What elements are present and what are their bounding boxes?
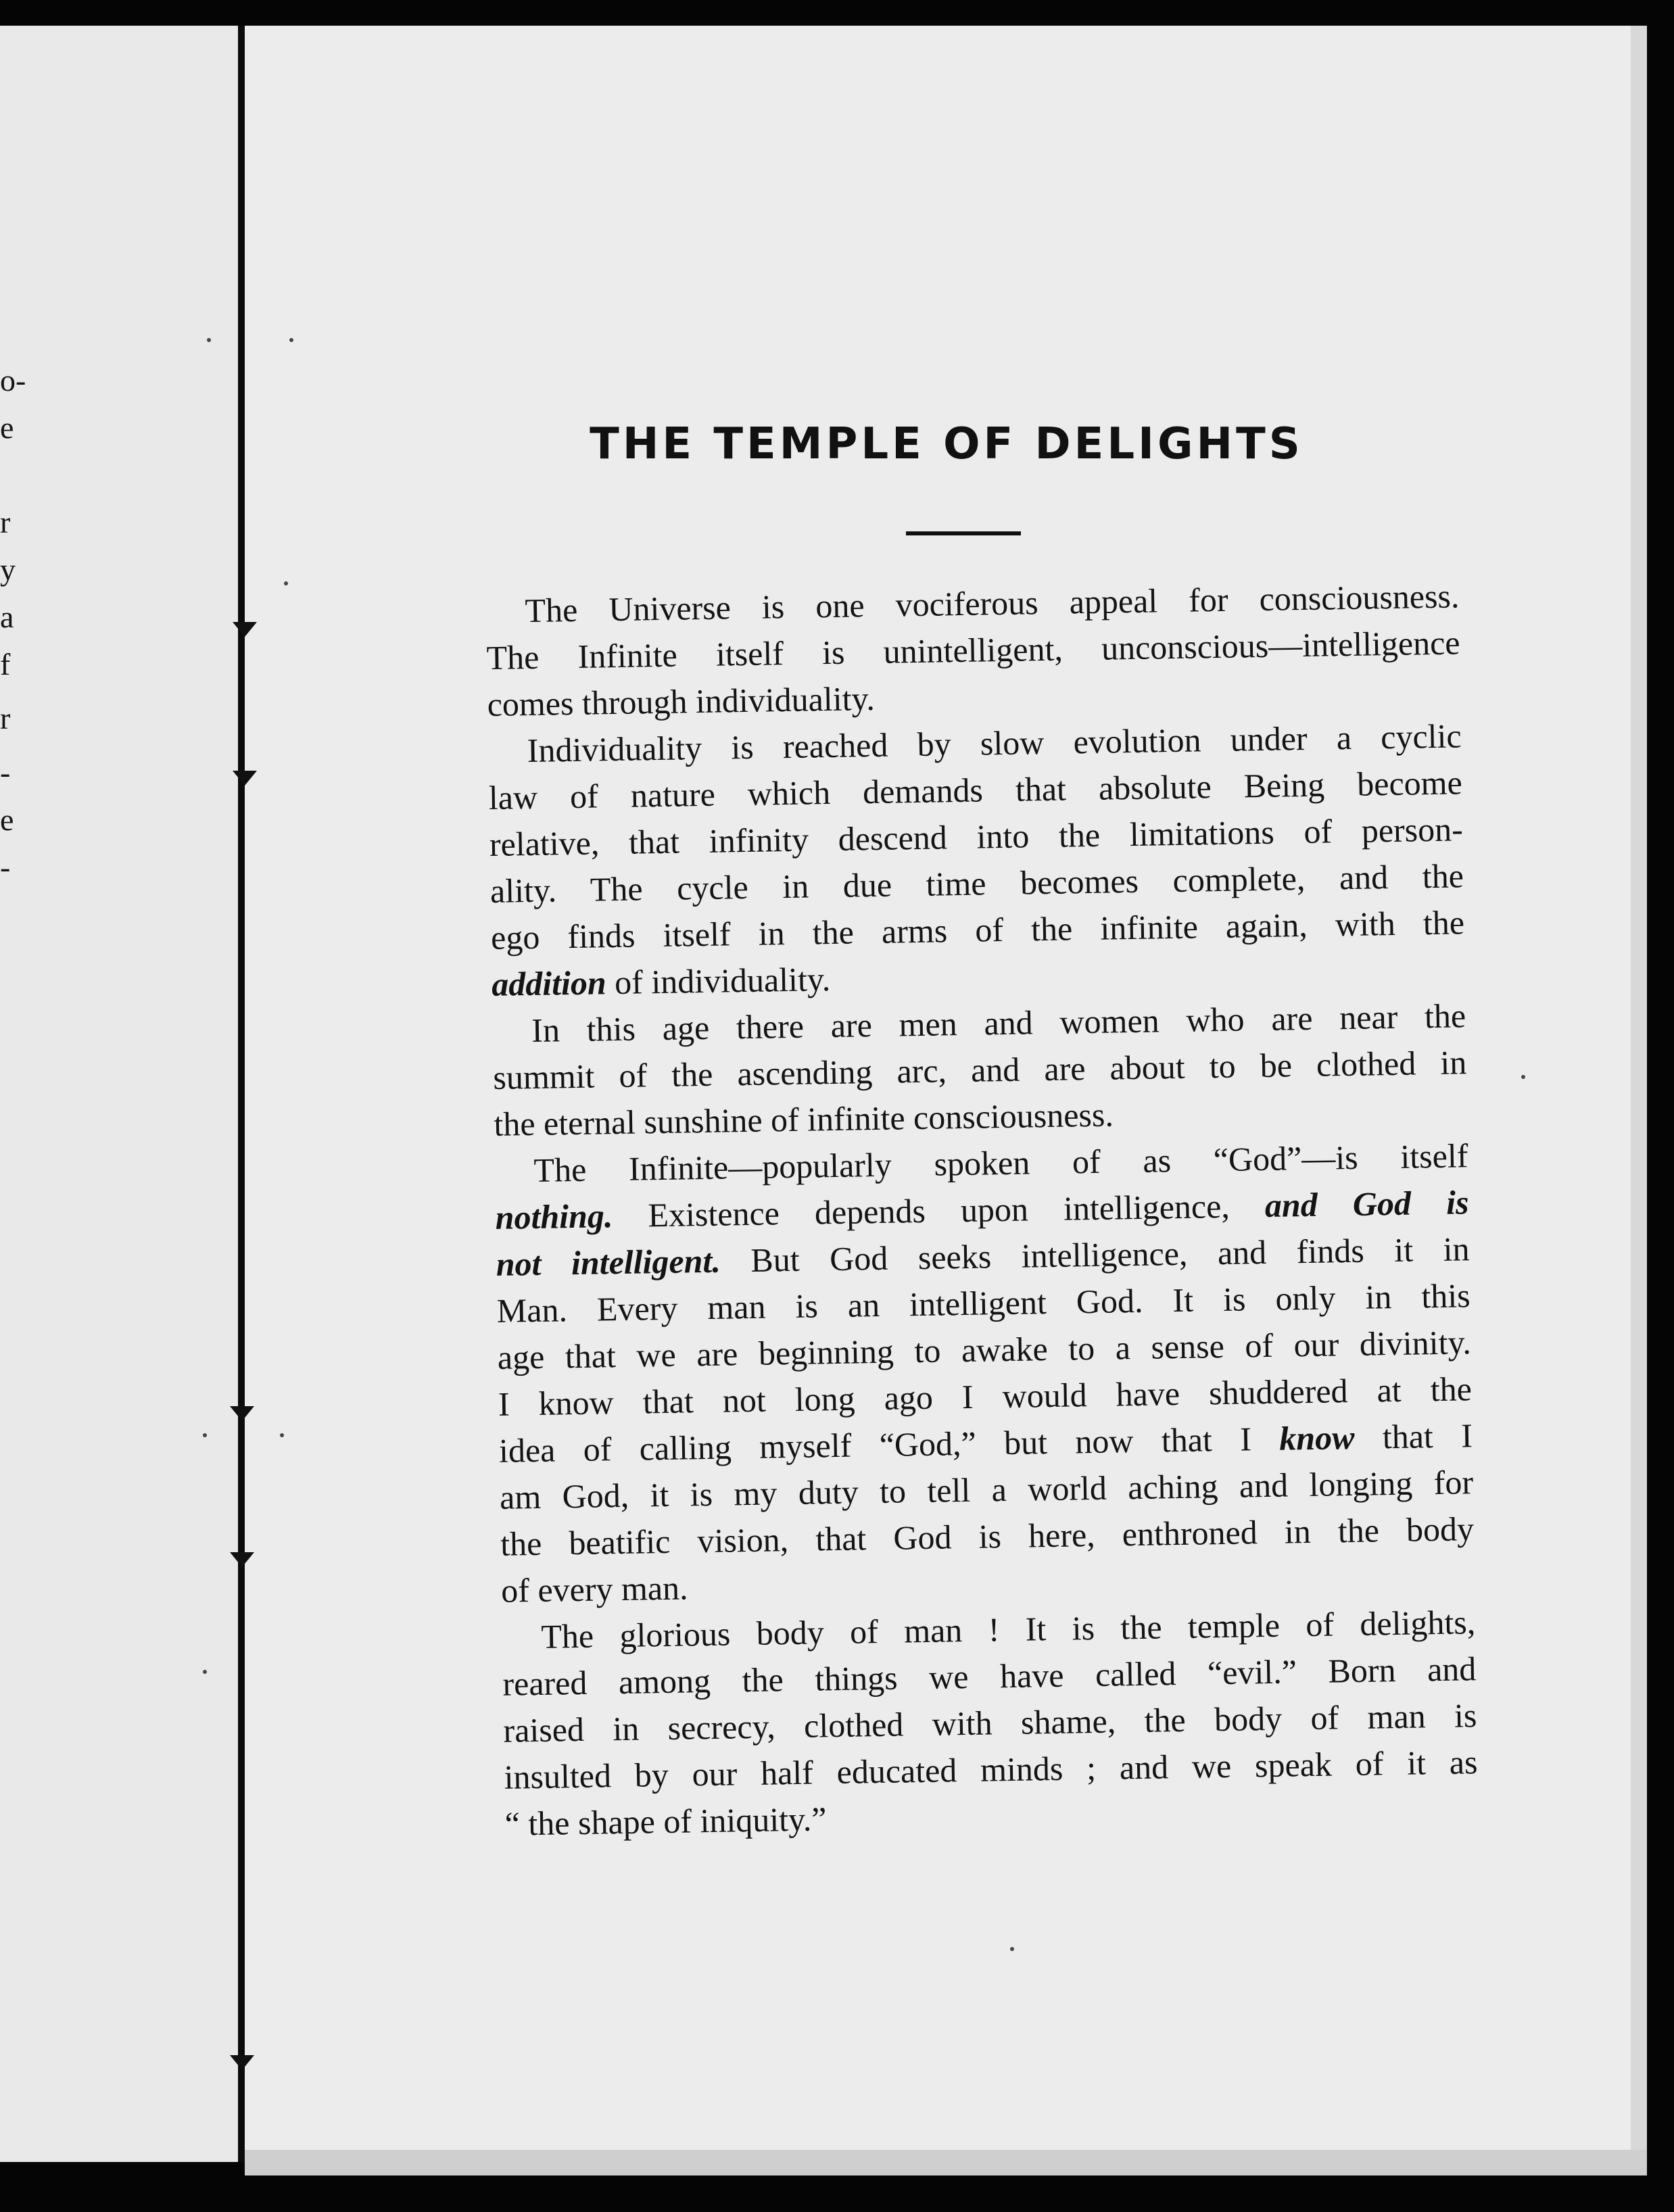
page-edge — [1631, 26, 1647, 2175]
emphasis-text: not intelligent. — [496, 1241, 721, 1283]
binding-thread-mark — [233, 622, 257, 637]
left-page-fragment: e — [0, 410, 14, 445]
text-segment: idea of calling myself “God,” but now that I — [498, 1419, 1280, 1470]
binding-thread-mark — [230, 1552, 254, 1567]
text-segment: But God seeks intelligence, and finds it in — [720, 1230, 1470, 1280]
paper-speck — [1010, 1947, 1014, 1951]
text-segment: Existence depends upon intelligence, — [612, 1186, 1266, 1235]
text-segment: The Infinite—popularly spoken of as “God”—is itself — [533, 1136, 1468, 1189]
text-segment: comes through individuality. — [487, 679, 876, 723]
book-gutter — [238, 26, 245, 2162]
text-segment: the eternal sunshine of infinite consciousness. — [494, 1095, 1114, 1143]
left-page-fragment: - — [0, 755, 11, 790]
text-segment: ality. The cycle in due time becomes complete, and the — [489, 857, 1464, 910]
left-page-fragment: e — [0, 802, 14, 837]
text-segment: raised in secrecy, clothed with shame, the body of man is — [503, 1696, 1477, 1750]
body-text — [485, 573, 1479, 1847]
text-segment: age that we are beginning to awake to a sense of our divinity. — [497, 1323, 1472, 1376]
text-segment: am God, it is my duty to tell a world aching and longing for — [499, 1463, 1474, 1516]
left-page-fragment: o- — [0, 363, 26, 398]
binding-thread-mark — [230, 2055, 254, 2070]
left-page-edge-text — [0, 26, 41, 972]
paper-speck — [280, 1433, 284, 1437]
paper-speck — [203, 1670, 207, 1674]
emphasis-text: nothing. — [495, 1197, 613, 1236]
page-bottom-edge — [245, 2150, 1647, 2175]
paper-speck — [1521, 1075, 1525, 1079]
text-segment: the beatific vision, that God is here, enthroned in the body — [500, 1510, 1475, 1563]
text-segment: summit of the ascending arc, and are about to be clothed in — [492, 1043, 1467, 1097]
left-page-fragment: r — [0, 505, 11, 539]
paper-speck — [207, 338, 211, 342]
binding-thread-mark — [230, 1406, 254, 1421]
paragraph — [485, 573, 1461, 728]
text-segment: The glorious body of man ! It is the temple of delights, — [540, 1603, 1476, 1656]
binding-thread-mark — [233, 771, 257, 786]
text-segment: that I — [1354, 1416, 1473, 1456]
paragraph — [492, 992, 1468, 1148]
left-page-fragment: y — [0, 552, 16, 587]
emphasis-text: know — [1278, 1418, 1355, 1458]
text-segment: I know that not long ago I would have shuddered at the — [498, 1370, 1473, 1423]
title-rule — [906, 531, 1021, 535]
text-segment: “ the shape of iniquity.” — [504, 1800, 827, 1843]
left-page-fragment: a — [0, 600, 14, 634]
paper-speck — [284, 581, 288, 585]
left-page-fragment: - — [0, 850, 11, 884]
text-segment: Individuality is reached by slow evolution under a cyclic — [527, 717, 1462, 770]
paragraph — [487, 713, 1465, 1008]
left-page-fragment: f — [0, 647, 11, 681]
text-segment: of every man. — [500, 1568, 688, 1610]
text-segment: The Universe is one vociferous appeal for consciousness. — [525, 577, 1460, 630]
paragraph — [494, 1132, 1475, 1614]
paper-speck — [203, 1433, 207, 1437]
text-segment: of individuality. — [606, 960, 831, 1002]
text-segment: ego finds itself in the arms of the infinite again, with the — [490, 903, 1465, 957]
emphasis-text: addition — [491, 963, 607, 1003]
text-segment: law of nature which demands that absolute Being become — [488, 763, 1463, 817]
text-segment: The Infinite itself is unintelligent, unconscious—intelligence — [486, 623, 1460, 677]
text-segment: insulted by our half educated minds ; and we speak of it as — [504, 1743, 1478, 1796]
text-segment: reared among the things we have called “evil.” Born and — [502, 1650, 1477, 1703]
paper-speck — [289, 338, 293, 342]
text-segment: relative, that infinity descend into the limitations of person- — [489, 810, 1464, 863]
text-segment: In this age there are men and women who are near the — [531, 996, 1466, 1050]
text-segment: Man. Every man is an intelligent God. It is only in this — [496, 1276, 1471, 1330]
left-page-fragment: r — [0, 701, 11, 736]
page-title: THE TEMPLE OF DELIGHTS — [590, 419, 1304, 469]
left-page — [0, 26, 238, 2162]
paragraph — [502, 1599, 1479, 1848]
emphasis-text: and God is — [1264, 1183, 1469, 1225]
